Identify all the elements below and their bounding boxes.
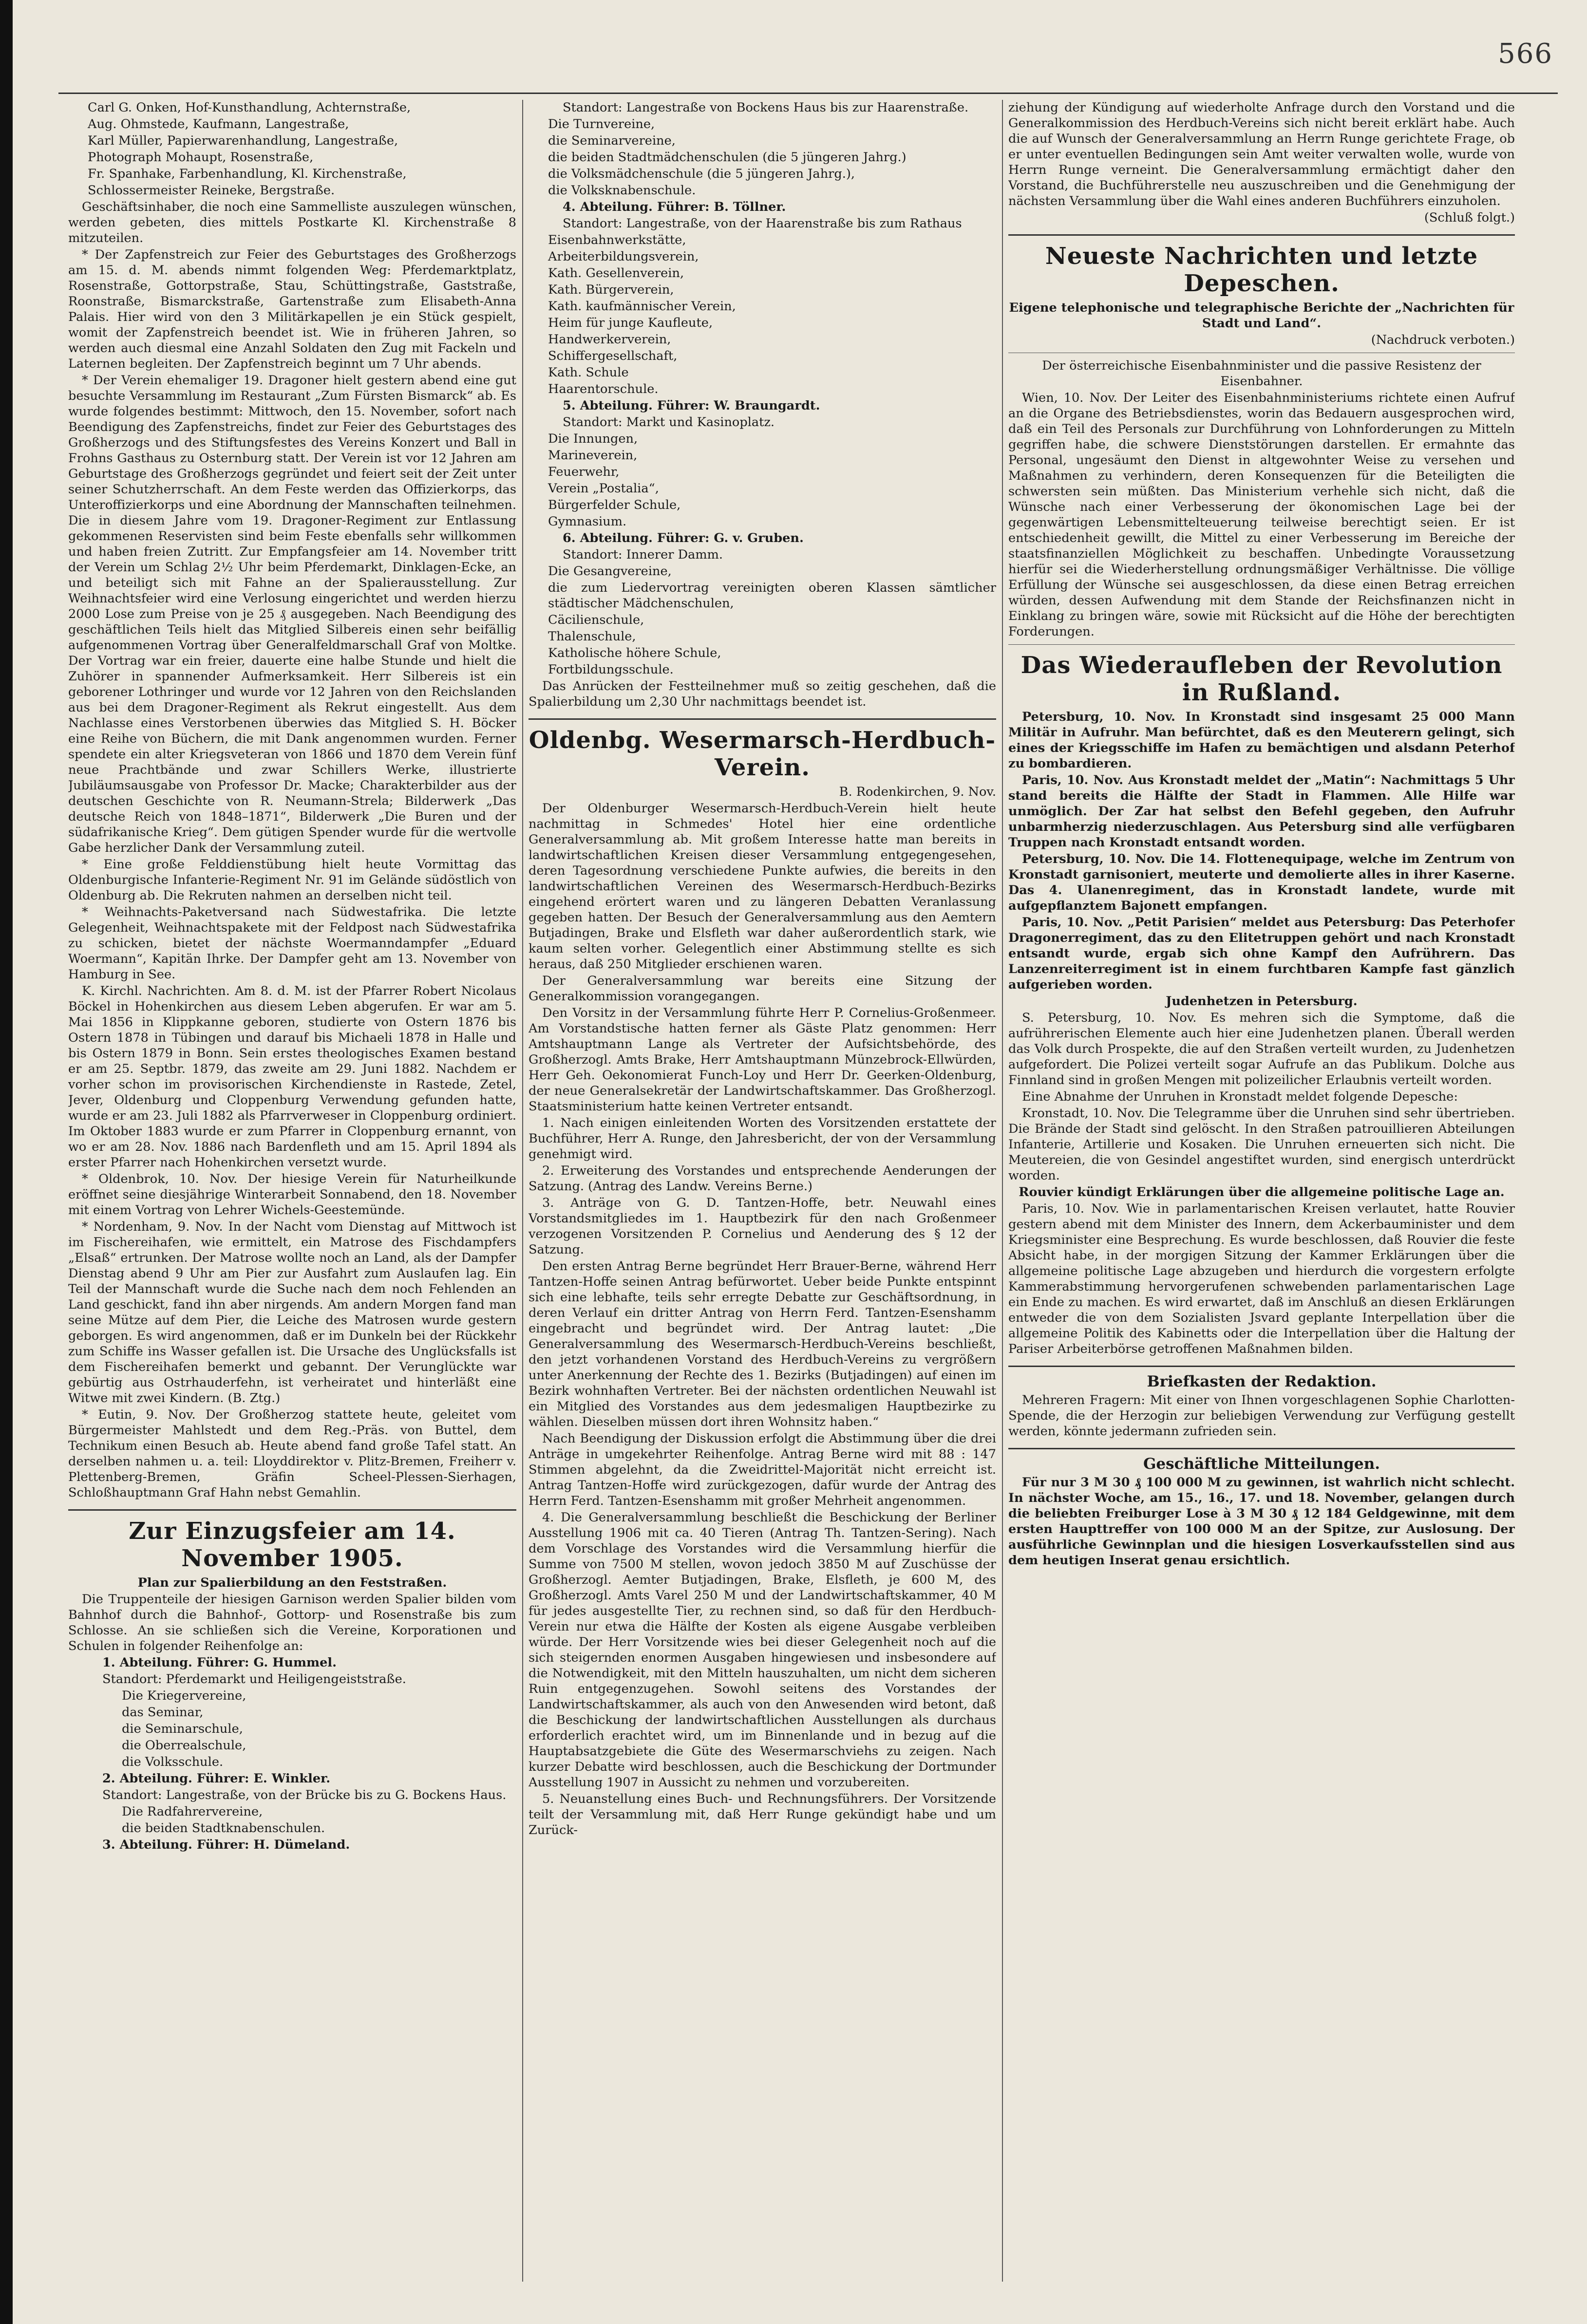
abteilung-5-item: Bürgerfelder Schule, — [548, 498, 681, 512]
herdbuch-headline: Oldenbg. Wesermarsch-Herdbuch-Verein. — [529, 727, 996, 781]
shops-note: Geschäftsinhaber, die noch eine Sammelliste auszulegen wünschen, werden gebeten, dies mittels Postkarte Kl. Kirchenstraße 8 mitzuteilen. — [68, 200, 516, 245]
schluss-note: (Schluß folgt.) — [1424, 210, 1515, 225]
article-geschaeftlich: Für nur 3 M 30 ₰ 100 000 M zu gewinnen, ist wahrlich nicht schlecht. In nächster Woche, am 15., 16., 17. und 18. November, gelangen durch die beliebten Freiburger Lose à 3 M 30 ₰ 12 184 Geldgewinne, mit dem ersten Haupttreffer von 100 000 M an der Spitze, zur Auslosung. Der ausführliche Gewinnplan und die hiesigen Losverkaufsstellen sind aus dem heutigen Inserat genau ersichtlich. — [1008, 1475, 1515, 1568]
abteilung-4-item: Kath. Gesellenverein, — [548, 266, 684, 281]
abteilung-5-item: Feuerwehr, — [548, 465, 620, 479]
abteilung-4-item: Schiffergesellschaft, — [548, 349, 678, 363]
abteilung-3-item: Die Turnvereine, — [548, 117, 655, 131]
abteilung-5-item: Die Innungen, — [548, 431, 638, 446]
abteilung-2-item: Die Radfahrervereine, — [122, 1804, 263, 1819]
herdbuch-paragraph: Der Oldenburger Wesermarsch-Herdbuch-Verein hielt heute nachmittag in Schmedes' Hotel hier eine ordentliche Generalversammlung ab. Mit großem Interesse hatte man bereits in landwirtschaftlichen Kreisen dieser Versammlung entgegengesehen, deren Tagesordnung verschiedene Punkte aufwies, die bereits in den landwirtschaftlichen Vereinen des Wesermarsch-Herdbuch-Bezirks eingehend erörtert waren und zu längeren Debatten Veranlassung gegeben hatten. Der Besuch der Generalversammlung aus den Aemtern Butjadingen, Brake und Elsfleth war daher außerordentlich stark, wie kaum selten vorher. Gelegentlich einer Abstimmung stellte es sich heraus, daß 250 Mitglieder erschienen waren. — [529, 801, 996, 972]
abteilung-1-item: Die Kriegervereine, — [122, 1688, 246, 1703]
russland-dispatch: Petersburg, 10. Nov. Die 14. Flottenequipage, welche im Zentrum von Kronstadt garnisoniert, meuterte und demolierte alles in ihrer Kaserne. Das 4. Ulanenregiment, das in Kronstadt landete, wurde mit aufgepflanztem Bajonett empfangen. — [1008, 852, 1515, 913]
abteilung-4-item: Handwerkerverein, — [548, 332, 671, 347]
abteilung-6-item: Die Gesangvereine, — [548, 564, 672, 579]
article-weihnacht: * Weihnachts-Paketversand nach Südwestafrika. Die letzte Gelegenheit, Weihnachtspakete mit der Feldpost nach Südwestafrika zu schicken, bietet der nächste Woermanndampfer „Eduard Woermann“, Kapitän Ihrke. Der Dampfer geht am 13. November von Hamburg in See. — [68, 905, 516, 982]
herdbuch-dateline: B. Rodenkirchen, 9. Nov. — [839, 785, 996, 799]
shop-line: Karl Müller, Papierwarenhandlung, Langestraße, — [88, 133, 398, 148]
abteilung-6-item: Cäcilienschule, — [548, 613, 644, 627]
top-rule — [58, 93, 1558, 94]
article-oldenbrok: * Oldenbrok, 10. Nov. Der hiesige Verein für Naturheilkunde eröffnet seine diesjährige Winterarbeit Sonnabend, den 18. November mit einem Vortrag von Lehrer Wichels-Geestemünde. — [68, 1172, 516, 1218]
shop-line: Aug. Ohmstede, Kaufmann, Langestraße, — [88, 117, 349, 131]
herdbuch-paragraph: 3. Anträge von G. D. Tantzen-Hoffe, betr. Neuwahl eines Vorstandsmitgliedes im 1. Hauptbezirk für den nach Großenmeer verzogenen Vorsitzenden P. Cornelius und Aenderung des § 12 der Satzung. — [529, 1196, 996, 1257]
abteilung-5-standort: Standort: Markt und Kasinoplatz. — [563, 415, 775, 430]
article-zapfenstreich: * Der Zapfenstreich zur Feier des Geburtstages des Großherzogs am 15. d. M. abends nimmt folgenden Weg: Pferdemarktplatz, Rosenstraße, Gottorpstraße, Stau, Schüttingstraße, Gaststraße, Roonstraße, Bismarckstraße, Gartenstraße zum Elisabeth-Anna Palais. Hier wird von den 3 Militärkapellen je ein Stück gespielt, womit der Zapfenstreich beendet ist. Wie in früheren Jahren, so werden auch diesmal eine Anzahl Soldaten den Zug mit Fackeln und Laternen begleiten. Der Zapfenstreich beginnt um 7 Uhr abends. — [68, 247, 516, 371]
briefkasten-headline: Briefkasten der Redaktion. — [1147, 1373, 1377, 1390]
article-nordenham: * Nordenham, 9. Nov. In der Nacht vom Dienstag auf Mittwoch ist im Fischereihafen, wie ermittelt, ein Matrose des Fischdampfers „Elsaß“ ertrunken. Der Matrose wollte noch an Land, als der Dampfer Dienstag abend 9 Uhr am Pier zur Ausfahrt zum Auslaufen lag. Ein Teil der Mannschaft wurde die Suche nach dem noch Fehlenden an Land geschickt, fand ihn aber nirgends. Am andern Morgen fand man seine Mütze auf dem Pier, die Leiche des Matrosen wurde gestern geborgen. Es wird angenommen, daß er im Dunkeln bei der Rückkehr zum Schiffe ins Wasser gefallen ist. Die Ursache des Unglücksfalls ist dem Fischereihafen bemerkt und gebannt. Der Verunglückte war gebürtig aus Ostrhauderfehn, ist verheiratet und hinterläßt eine Witwe mit zwei Kindern. (B. Ztg.) — [68, 1219, 516, 1406]
oesterreich-headline: Der österreichische Eisenbahnminister und die passive Resistenz der Eisenbahner. — [1042, 358, 1481, 389]
column-3 — [1008, 100, 1515, 2282]
column-divider — [522, 100, 523, 2282]
abteilung-4-item: Arbeiterbildungsverein, — [548, 249, 699, 264]
russland-dispatch: Paris, 10. Nov. Aus Kronstadt meldet der „Matin“: Nachmittags 5 Uhr stand bereits die Hälfte der Stadt in Flammen. Alle Hilfe war unmöglich. Der Zar hat selbst den Befehl gegeben, den Aufruhr unbarmherzig niederzuschlagen. Aus Petersburg sind alle verfügbaren Truppen nach Kronstadt entsandt worden. — [1008, 773, 1515, 850]
einzug-headline: Zur Einzugsfeier am 14. November 1905. — [129, 1518, 456, 1572]
abteilung-4-item: Kath. Schule — [548, 365, 629, 380]
page-edge — [0, 0, 13, 2324]
russland-headline: Das Wiederaufleben der Revolution in Rußland. — [1020, 652, 1503, 706]
abteilung-5: 5. Abteilung. Führer: W. Braungardt. — [563, 398, 820, 413]
column-2 — [529, 100, 996, 2282]
abteilung-2-item: die beiden Stadtknabenschulen. — [122, 1821, 325, 1836]
article-judenhetzen: S. Petersburg, 10. Nov. Es mehren sich die Symptome, daß die aufrührerischen Elemente auch hier eine Judenhetzen planen. Überall werden das Volk durch Prospekte, die auf den Straßen verteilt wurden, zu Judenhetzen aufgefordert. Die Polizei verteilt sogar Aufrufe an das Publikum. Dolche aus Finnland sind in großen Mengen mit polizeilicher Erlaubnis verteilt worden. — [1008, 1011, 1515, 1087]
abteilung-4-item: Eisenbahnwerkstätte, — [548, 233, 686, 247]
abteilung-5-item: Gymnasium. — [548, 514, 627, 529]
abteilung-1-standort: Standort: Pferdemarkt und Heiligengeiststraße. — [102, 1672, 406, 1687]
neueste-headline: Neueste Nachrichten und letzte Depeschen. — [1045, 243, 1478, 297]
abteilung-6-item: die zum Liedervortrag vereinigten oberen Klassen sämtlicher städtischer Mädchenschulen, — [548, 581, 996, 611]
shop-line: Photograph Mohaupt, Rosenstraße, — [88, 150, 314, 165]
abteilung-6-standort: Standort: Innerer Damm. — [563, 547, 723, 562]
section-rule — [529, 718, 996, 720]
abteilung-6-item: Katholische höhere Schule, — [548, 646, 721, 660]
abteilung-4-item: Kath. Bürgerverein, — [548, 282, 674, 297]
herdbuch-paragraph: Den ersten Antrag Berne begründet Herr Brauer-Berne, während Herr Tantzen-Hoffe seinen Antrag befürwortet. Ueber beide Punkte entspinnt sich eine lebhafte, teils sehr erregte Debatte zur Geschäftsordnung, in deren Verlauf ein dritter Antrag von Herrn Ferd. Tantzen-Esenshamm eingebracht und begründet wird. Der Antrag lautet: „Die Generalversammlung des Wesermarsch-Herdbuch-Vereins beschließt, den jetzt vorhandenen Vorstand des Herdbuch-Vereins zu vergrößern unter Anerkennung der Rechte des 1. Bezirks (Butjadingen) auf einen im Bezirk wohnhaften Vertreter. Bei der nächsten ordentlichen Neuwahl ist ein Mitglied des Vorstandes aus dem jedesmaligen Hauptbezirke zu wählen. Dieselben müssen dort ihren Wohnsitz haben.“ — [529, 1259, 996, 1429]
abteilung-1-item: die Volksschule. — [122, 1755, 224, 1769]
article-eutin: * Eutin, 9. Nov. Der Großherzog stattete heute, geleitet vom Bürgermeister Mahlstedt und dem Reg.-Präs. von Buttel, dem Technikum einen Besuch ab. Heute abend fand große Tafel statt. An derselben nahmen u. a. teil: Lloyddirektor v. Plitz-Bremen, Freiherr v. Plettenberg-Bremen, Gräfin Scheel-Plessen-Sierhagen, Schloßhauptmann Graf Hahn nebst Gemahlin. — [68, 1407, 516, 1500]
abteilung-3-item: die Seminarvereine, — [548, 133, 676, 148]
abteilung-1-item: die Seminarschule, — [122, 1722, 243, 1736]
einzug-intro: Die Truppenteile der hiesigen Garnison werden Spalier bilden vom Bahnhof durch die Bahnhof-, Gottorp- und Rosenstraße bis zum Schlosse. An sie schließen sich die Vereine, Korporationen und Schulen in folgender Reihenfolge an: — [68, 1592, 516, 1653]
abteilung-5-item: Verein „Postalia“, — [548, 481, 659, 496]
herdbuch-paragraph: 4. Die Generalversammlung beschließt die Beschickung der Berliner Ausstellung 1906 mit ca. 40 Tieren (Antrag Th. Tantzen-Sering). Nach dem Vorschlage des Vorstandes wird die Versammlung hierfür die Summe von 7500 M stellen, wovon jedoch 3850 M auf Zuschüsse der Großherzogl. Aemter Butjadingen, Brake, Elsfleth, je 600 M, des Großherzogl. Amts Varel 250 M und der Landwirtschaftskammer, 40 M für jedes ausgestellte Tier, zu rechnen sind, so daß für den Herdbuch-Verein nur etwa die Hälfte der Kosten als eigene Ausgabe verbleiben würde. Der Herr Vorsitzende wies bei dieser Gelegenheit noch auf die sich steigernden enormen Ausgaben hingewiesen und insbesondere auf die Notwendigkeit, mit den Mitteln hauszuhalten, um nicht dem sicheren Ruin entgegenzugehen. Sowohl seitens des Vorstandes der Landwirtschaftskammer, als auch von den Anwesenden wird betont, daß die Beschickung der landwirtschaftlichen Ausstellungen als durchaus erforderlich erachtet wird, um im Binnenlande und in bezug auf die Hauptabsatzgebiete die Güte des Wesermarschviehs zu zeigen. Nach kurzer Debatte wird beschlossen, auch die Beschickung der Dortmunder Ausstellung 1907 in Aussicht zu nehmen und vorzubereiten. — [529, 1510, 996, 1790]
divider — [1008, 644, 1515, 645]
nachdruck-note: (Nachdruck verboten.) — [1371, 333, 1515, 347]
shop-line: Carl G. Onken, Hof-Kunsthandlung, Achternstraße, — [88, 100, 411, 115]
abteilung-4-item: Heim für junge Kaufleute, — [548, 316, 713, 330]
herdbuch-paragraph: Der Generalversammlung war bereits eine Sitzung der Generalkommission vorangegangen. — [529, 974, 996, 1004]
geschaeftlich-headline: Geschäftliche Mitteilungen. — [1143, 1455, 1380, 1473]
abteilung-4-standort: Standort: Langestraße, von der Haarenstraße bis zum Rathaus — [563, 216, 962, 231]
article-briefkasten: Mehreren Fragern: Mit einer von Ihnen vorgeschlagenen Sophie Charlotten-Spende, die der Herzogin zur beliebigen Verwendung zur Verfügung gestellt werden, könnte jedermann zufrieden sein. — [1008, 1393, 1515, 1439]
herdbuch-continuation: ziehung der Kündigung auf wiederholte Anfrage durch den Vorstand und die Generalkommission des Herdbuch-Vereins sich nicht bereit erklärt habe. Auch die auf Wunsch der Generalversammlung an Herrn Runge gerichtete Frage, ob er unter eventuellen Bedingungen sein Amt weiter verwalten wolle, wurde von Herrn Runge verneint. Die Generalversammlung ermächtigt daher den Vorstand, die Buchführerstelle neu auszuschreiben und die Genehmigung der nächsten Versammlung über die Wahl eines anderen Buchführers einzuholen. — [1008, 100, 1515, 208]
page-number: 566 — [1498, 38, 1553, 70]
abteilung-1-item: die Oberrealschule, — [122, 1738, 246, 1753]
abteilung-4: 4. Abteilung. Führer: B. Töllner. — [563, 200, 786, 214]
section-rule — [1008, 234, 1515, 236]
russland-dispatch: Petersburg, 10. Nov. In Kronstadt sind insgesamt 25 000 Mann Militär in Aufruhr. Man befürchtet, daß es den Meuterern gelingt, sich eines der Kriegsschiffe im Hafen zu bemächtigen und alsdann Peterhof zu bombardieren. — [1008, 710, 1515, 771]
article-rouvier: Paris, 10. Nov. Wie in parlamentarischen Kreisen verlautet, hatte Rouvier gestern abend mit dem Minister des Innern, dem Ackerbauminister und dem Kriegsminister eine Besprechung. Es wurde beschlossen, daß Rouvier die feste Absicht habe, in der morgigen Sitzung der Kammer Erklärungen über die allgemeine politische Lage abzugeben und hierdurch die vorgestern erfolgte Kammerabstimmung hervorgerufenen schwebenden parlamentarischen Lage ein Ende zu machen. Es wird erwartet, daß im Anschluß an diesen Erklärungen entweder die von dem Sozialisten Jsvard geplante Interpellation über die allgemeine Politik des Kabinetts oder die Interpellation über die Haltung der Pariser Arbeiterbörse getroffenen Maßnahmen bilden. — [1008, 1201, 1515, 1356]
abteilung-1: 1. Abteilung. Führer: G. Hummel. — [102, 1655, 337, 1670]
neueste-subheadline: Eigene telephonische und telegraphische Berichte der „Nachrichten für Stadt und Land“. — [1009, 300, 1514, 331]
abteilung-4-item: Kath. kaufmännischer Verein, — [548, 299, 736, 314]
abteilung-3-item: die beiden Stadtmädchenschulen (die 5 jüngeren Jahrg.) — [548, 150, 907, 165]
russland-dispatch: Paris, 10. Nov. „Petit Parisien“ meldet aus Petersburg: Das Peterhofer Dragonerregiment, das zu den Elitetruppen gehört und nach Kronstadt entsandt wurde, ergab sich ohne Kampf den Aufrührern. Das Lanzenreiterregiment ist in einem furchtbaren Kampfe fast gänzlich aufgerieben worden. — [1008, 915, 1515, 992]
abteilung-3-item: die Volksmädchenschule (die 5 jüngeren Jahrg.), — [548, 167, 855, 181]
herdbuch-paragraph: Nach Beendigung der Diskussion erfolgt die Abstimmung über die drei Anträge in umgekehrter Reihenfolge. Antrag Berne wird mit 88 : 147 Stimmen abgelehnt, da die Zweidrittel-Majorität nicht erreicht ist. Antrag Tantzen-Hoffe wird zurückgezogen, dafür wurde der Antrag des Herrn Ferd. Tantzen-Esenshamm mit großer Mehrheit angenommen. — [529, 1431, 996, 1508]
abteilung-2: 2. Abteilung. Führer: E. Winkler. — [102, 1771, 331, 1786]
rouvier-headline: Rouvier kündigt Erklärungen über die allgemeine politische Lage an. — [1019, 1185, 1505, 1199]
abteilung-3-item: die Volksknabenschule. — [548, 183, 696, 198]
herdbuch-paragraph: 2. Erweiterung des Vorstandes und entsprechende Aenderungen der Satzung. (Antrag des Landw. Vereins Berne.) — [529, 1163, 996, 1194]
herdbuch-paragraph: 5. Neuanstellung eines Buch- und Rechnungsführers. Der Vorsitzende teilt der Versammlung mit, daß Herr Runge gekündigt habe und um Zurück- — [529, 1792, 996, 1837]
abteilung-6-item: Fortbildungsschule. — [548, 662, 674, 677]
abteilung-6-item: Thalenschule, — [548, 629, 636, 644]
herdbuch-paragraph: Den Vorsitz in der Versammlung führte Herr P. Cornelius-Großenmeer. Am Vorstandstische hatten ferner als Gäste Platz genommen: Herr Amtshauptmann Lange als Vertreter der Aufsichtsbehörde, des Großherzogl. Amts Brake, Herr Amtshauptmann Münzebrock-Ellwürden, Herr Geh. Oekonomierat Funch-Loy und Herr Dr. Geerken-Oldenburg, der neue Generalsekretär der Landwirtschaftskammer. Das Großherzogl. Staatsministerium hatte keinen Vertreter entsandt. — [529, 1006, 996, 1114]
herdbuch-paragraph: 1. Nach einigen einleitenden Worten des Vorsitzenden erstattete der Buchführer, Herr A. Runge, den Jahresbericht, der von der Versammlung genehmigt wird. — [529, 1116, 996, 1162]
einzug-subheadline: Plan zur Spalierbildung an den Feststraßen. — [137, 1575, 447, 1590]
column-divider — [1002, 100, 1003, 2282]
article-kronstadt: Kronstadt, 10. Nov. Die Telegramme über die Unruhen sind sehr übertrieben. Die Brände der Stadt sind gelöscht. In den Straßen patrouillieren Abteilungen Infanterie, Artillerie und Kosaken. Die Unruhen erneuerten sich nicht. Die Meutereien, die von Gesindel angestiftet wurden, sind energisch unterdrückt worden. — [1008, 1106, 1515, 1183]
article-felddienst: * Eine große Felddienstübung hielt heute Vormittag das Oldenburgische Infanterie-Regiment Nr. 91 im Gelände südöstlich von Oldenburg ab. Die Rekruten nahmen an derselben nicht teil. — [68, 857, 516, 903]
shop-line: Schlossermeister Reineke, Bergstraße. — [88, 183, 335, 198]
abteilung-2-standort: Standort: Langestraße, von der Brücke bis zu G. Bockens Haus. — [102, 1788, 507, 1802]
article-kirchl: K. Kirchl. Nachrichten. Am 8. d. M. ist der Pfarrer Robert Nicolaus Böckel in Hohenkirchen aus diesem Leben abgerufen. Er war am 5. Mai 1856 in Klippkanne geboren, studierte von Ostern 1876 bis Ostern 1878 in Tübingen und darauf bis Michaeli 1878 in Halle und bis Ostern 1879 in Bonn. Sein erstes theologisches Examen bestand er am 25. Septbr. 1879, das zweite am 29. Juni 1882. Nachdem er vorher schon im provisorischen Kirchendienste in Rastede, Zetel, Jever, Oldenburg und Cloppenburg Verwendung gefunden hatte, wurde er am 23. Juli 1882 als Pfarrverweser in Cloppenburg ordiniert. Im Oktober 1883 wurde er zum Pfarrer in Cloppenburg ernannt, von wo er am 28. Nov. 1886 nach Bardenfleth und am 15. April 1894 als erster Pfarrer nach Hohenkirchen versetzt wurde. — [68, 984, 516, 1170]
abteilung-1-item: das Seminar, — [122, 1705, 204, 1720]
section-rule — [1008, 1366, 1515, 1367]
judenhetzen-headline: Judenhetzen in Petersburg. — [1166, 994, 1358, 1009]
column-1 — [68, 100, 516, 2282]
abteilung-note: Das Anrücken der Festteilnehmer muß so zeitig geschehen, daß die Spalierbildung um 2,30 Uhr nachmittags beendet ist. — [529, 679, 996, 709]
abteilung-6: 6. Abteilung. Führer: G. v. Gruben. — [563, 531, 804, 545]
article-dragoner: * Der Verein ehemaliger 19. Dragoner hielt gestern abend eine gut besuchte Versammlung im Restaurant „Zum Fürsten Bismarck“ ab. Es wurde folgendes bestimmt: Mittwoch, den 15. November, sofort nach Beendigung des Zapfenstreichs, findet zur Feier des Geburtstages des Großherzogs und des Stiftungsfestes des Vereins Konzert und Ball in Frohns Gasthaus zu Osternburg statt. Der Verein ist vor 12 Jahren am Geburtstage des Großherzogs gegründet und feiert seit der Zeit unter seiner Schutzherrschaft. An dem Feste werden das Offizierkorps, das Unteroffizierkorps und eine Abordnung der Mannschaften teilnehmen. Die in diesem Jahre vom 19. Dragoner-Regiment zur Entlassung gekommenen Reservisten sind beim Feste ebenfalls sehr willkommen und haben freien Zutritt. Zur Empfangsfeier am 14. November tritt der Verein um Schlag 2½ Uhr beim Pferdemarkt, Dinklagen-Ecke, an und beteiligt sich mit Fahne an der Spalierausstellung. Zur Weihnachtsfeier wird eine Verlosung eingerichtet und werden hierzu 2000 Lose zum Preise von je 25 ₰ ausgegeben. Nach Beendigung des geschäftlichen Teils hielt das Mitglied Silbereis einen sehr beifällig aufgenommenen Vortrag über Generalfeldmarschall Graf von Moltke. Der Vortrag war ein freier, dauerte eine halbe Stunde und hielt die Zuhörer in spannender Aufmerksamkeit. Herr Silbereis ist ein geborener Lothringer und wurde vor 12 Jahren von den Reichslanden aus bei dem Dragoner-Regiment als Rekrut eingestellt. Aus dem Nachlasse eines Verstorbenen überwies das Mitglied S. H. Böcker eine Reihe von Büchern, die mit Dank angenommen wurden. Ferner spendete ein alter Kriegsveteran von 1866 und 1870 dem Verein fünf neue Prachtbände und zwar Schillers Werke, illustrierte Jubiläumsausgabe von Professor Dr. Macke; Charakterbilder aus der deutschen Geschichte von R. Neumann-Strela; Bilderwerk „Das deutsche Reich von 1848–1871“, Bilderwerk „Die Buren und der südafrikanische Krieg“. Dem gütigen Spender wurde für die wertvolle Gabe herzlicher Dank der Versammlung zuteil. — [68, 373, 516, 855]
section-rule — [1008, 1448, 1515, 1449]
abteilung-3: 3. Abteilung. Führer: H. Dümeland. — [102, 1837, 350, 1852]
abteilung-3-standort: Standort: Langestraße von Bockens Haus bis zur Haarenstraße. — [563, 100, 969, 115]
abteilung-5-item: Marineverein, — [548, 448, 638, 463]
shop-line: Fr. Spanhake, Farbenhandlung, Kl. Kirchenstraße, — [88, 167, 407, 181]
article-wien: Wien, 10. Nov. Der Leiter des Eisenbahnministeriums richtete einen Aufruf an die Organe des Betriebsdienstes, worin das Bedauern ausgesprochen wird, daß ein Teil des Personals zur Durchführung von Lohnforderungen zu Mitteln gegriffen habe, die schwere Dienststörungen darstellen. Er ermahnte das Personal, ungesäumt den Dienst in altgewohnter Weise zu versehen und Maßnahmen zu verhindern, deren Konsequenzen für die Beteiligten die schwersten sein müßten. Das Ministerium verhehle sich nicht, daß die Wünsche nach einer Verbesserung der ökonomischen Lage bei der gegenwärtigen Lebensmittelteuerung teilweise berechtigt seien. Er ist entschiedenheit gewillt, die Mittel zu einer Verbesserung im Bereiche der staatsfinanziellen Möglichkeit zu beschaffen. Unbedingte Voraussetzung hierfür sei die Wiederherstellung ordnungsmäßiger Verhältnisse. Die völlige Erfüllung der Wünsche sei ausgeschlossen, da diese einen Betrag erreichen würden, dessen Aufwendung mit dem Stande der Reichsfinanzen nicht in Einklang zu bringen wäre, sowie mit Rücksicht auf die Höhe der berechtigten Forderungen. — [1008, 391, 1515, 639]
abteilung-4-item: Haarentorschule. — [548, 382, 659, 396]
section-rule — [68, 1509, 516, 1511]
abnahme-note: Eine Abnahme der Unruhen in Kronstadt meldet folgende Depesche: — [1022, 1089, 1458, 1104]
